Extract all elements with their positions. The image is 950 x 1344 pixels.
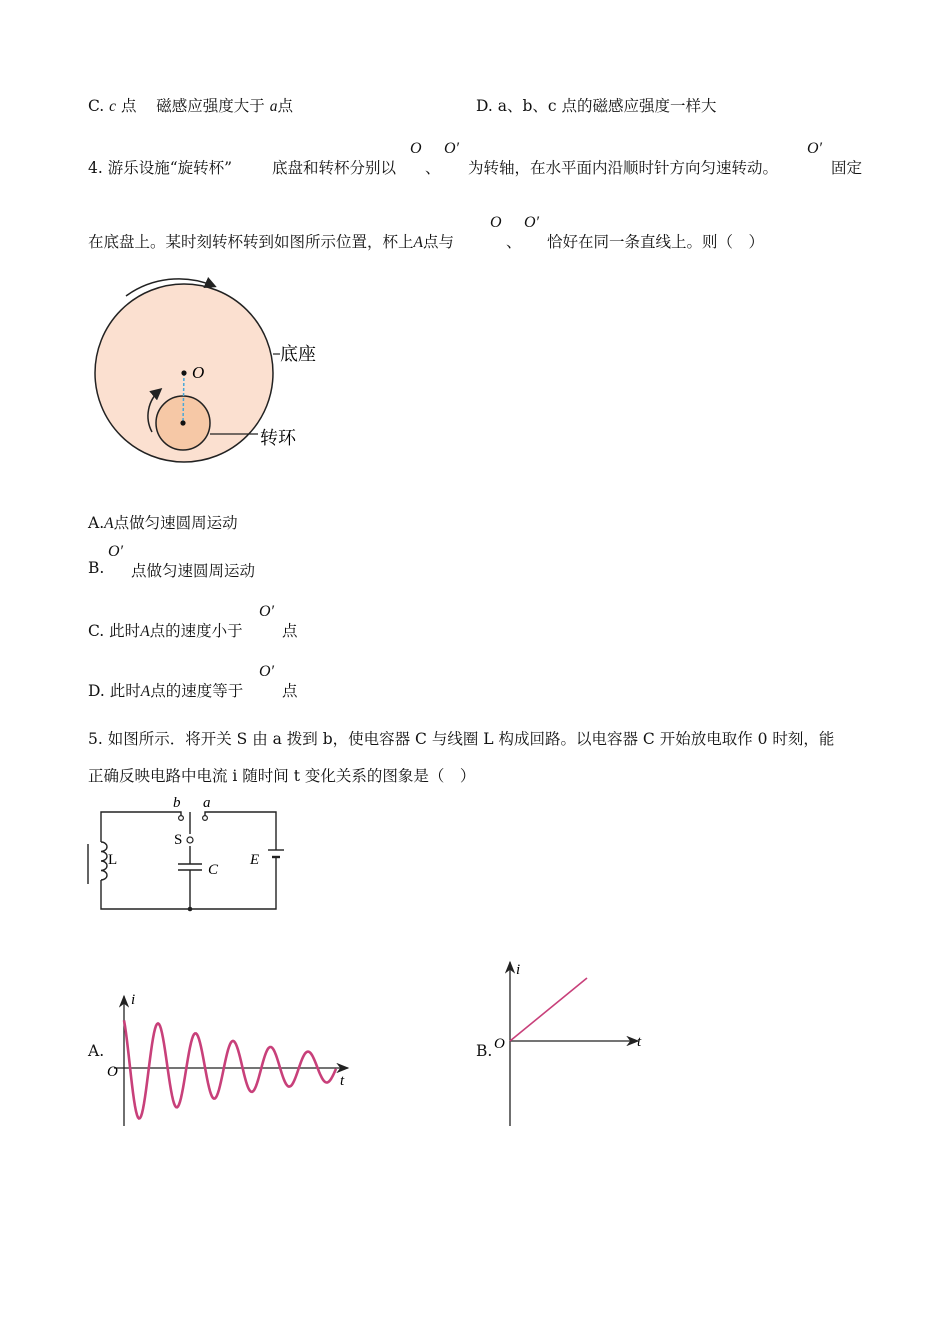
terminal-a — [203, 816, 208, 821]
symbol-o-prime: O′ — [259, 603, 275, 620]
text: 在底盘上。某时刻转杯转到如图所示位置，杯上 — [88, 233, 414, 251]
symbol-o-prime: O′ — [444, 140, 460, 157]
q4-option-b-text: 点做匀速圆周运动 — [131, 562, 256, 580]
lc-circuit-figure — [84, 792, 294, 916]
q4-line1-c: 为转轴，在水平面内沿顺时针方向匀速转动。 — [468, 159, 779, 177]
label-c: C — [208, 862, 219, 878]
label-a: a — [203, 795, 211, 811]
q4-option-d-post: 点 — [282, 682, 298, 700]
option-var: a — [269, 98, 278, 115]
label-e: E — [250, 852, 260, 868]
symbol-o-prime: O′ — [524, 214, 540, 231]
base-label: 底座 — [280, 344, 316, 364]
q4-line2 — [88, 230, 454, 252]
option-label: C. — [88, 97, 105, 115]
graph-linear-current — [490, 958, 660, 1130]
origin-label: O — [494, 1036, 505, 1052]
var: A — [413, 234, 423, 251]
option-text: 磁感应强度大于 — [156, 97, 265, 115]
origin-label: O — [107, 1064, 118, 1080]
q3-option-d — [476, 94, 717, 116]
q4-line2-sep: 、 — [506, 233, 522, 251]
q5-line1: 5. 如图所示．将开关 S 由 a 拨到 b，使电容器 C 与线圈 L 构成回路。以电容器 C 开始放电取作 0 时刻，能 — [88, 730, 835, 748]
option-text: 点 — [121, 97, 137, 115]
q4-option-c-post: 点 — [282, 622, 298, 640]
switch-pivot — [187, 837, 193, 843]
y-label: i — [131, 992, 136, 1008]
q5-option-a-label: A. — [88, 1042, 105, 1060]
symbol-o-prime: O′ — [108, 543, 124, 560]
center-o-prime-dot — [180, 420, 185, 425]
option-text: a、b、c 点的磁感应强度一样大 — [497, 97, 717, 115]
symbol-o-prime: O′ — [259, 663, 275, 680]
y-label: i — [516, 962, 521, 978]
q4-line1-sep: 、 — [425, 159, 441, 177]
q4-line1-a: 4. 游乐设施“旋转杯” — [88, 159, 233, 177]
rotating-cup-figure — [90, 272, 350, 472]
q4-option-b-label: B. — [88, 559, 105, 577]
linear-current-line — [510, 978, 587, 1041]
option-var: c — [109, 98, 117, 115]
q4-option-d: D. 此时A点的速度等于 — [88, 682, 244, 700]
terminal-b — [179, 816, 184, 821]
q4-line2-c: 恰好在同一条直线上。则（ ） — [547, 233, 765, 251]
label-b: b — [173, 795, 181, 811]
x-label: t — [637, 1034, 642, 1050]
text: 点与 — [422, 233, 454, 251]
option-label: D. — [476, 97, 493, 115]
junction-dot — [188, 907, 193, 912]
label-s: S — [174, 832, 183, 848]
q4-option-a: A.A点做匀速圆周运动 — [88, 514, 238, 532]
graph-damped-oscillation — [100, 988, 360, 1130]
label-l: L — [108, 852, 118, 868]
q4-line1-b: 底盘和转杯分别以 — [272, 159, 397, 177]
cup-label: 转环 — [260, 428, 296, 448]
x-label: t — [340, 1073, 345, 1089]
option-text: 点 — [277, 97, 293, 115]
symbol-o: O — [410, 140, 422, 157]
center-o-dot — [181, 370, 186, 375]
q5-line2: 正确反映电路中电流 i 随时间 t 变化关系的图象是（ ） — [88, 767, 476, 785]
symbol-o-prime: O′ — [807, 140, 823, 157]
symbol-o: O — [490, 214, 502, 231]
q3-option-c — [88, 94, 293, 116]
q4-line1-d: 固定 — [831, 159, 863, 177]
damped-current-curve — [124, 1020, 336, 1118]
center-label: O — [192, 363, 205, 382]
q5-option-b-label: B. — [476, 1042, 493, 1060]
q4-option-c: C. 此时A点的速度小于 — [88, 622, 243, 640]
